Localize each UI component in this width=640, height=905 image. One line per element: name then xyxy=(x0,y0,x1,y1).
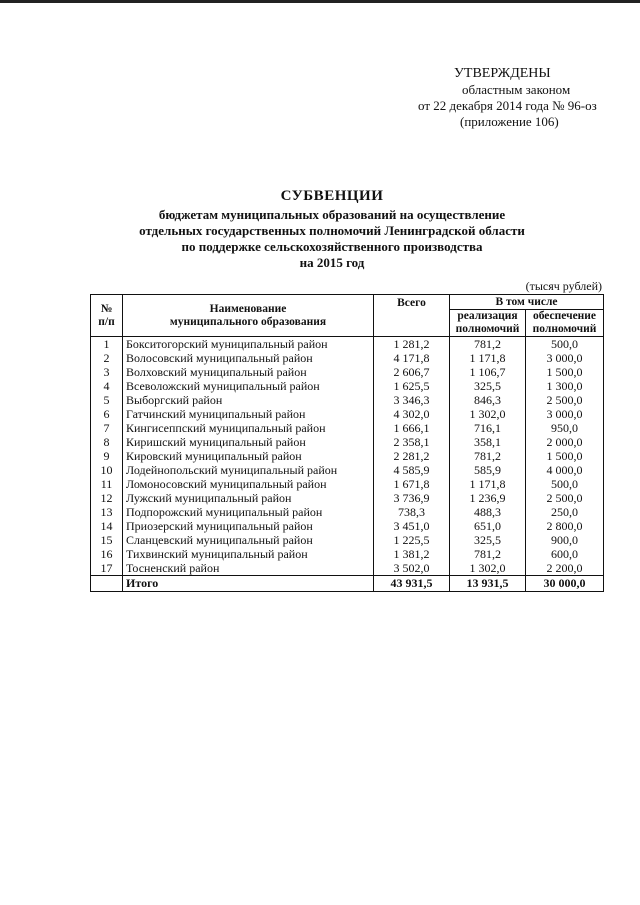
table-total-row xyxy=(91,576,604,592)
header-including xyxy=(450,295,604,310)
table-row xyxy=(91,561,604,576)
table-row xyxy=(91,491,604,505)
header-col-a-line2: полномочий xyxy=(455,323,520,335)
row-col-a: 358,1 xyxy=(450,435,526,449)
row-col-a: 781,2 xyxy=(450,337,526,352)
row-num: 16 xyxy=(91,547,123,561)
row-num: 17 xyxy=(91,561,123,576)
title-line-2: отдельных государственных полномочий Ленинградской области xyxy=(139,223,525,238)
row-total: 1 671,8 xyxy=(374,477,450,491)
table-row xyxy=(91,407,604,421)
row-col-a: 325,5 xyxy=(450,379,526,393)
row-total: 2 281,2 xyxy=(374,449,450,463)
row-total: 1 625,5 xyxy=(374,379,450,393)
row-total: 3 502,0 xyxy=(374,561,450,576)
row-num: 1 xyxy=(91,337,123,352)
row-name: Приозерский муниципальный район xyxy=(123,519,374,533)
row-col-b: 950,0 xyxy=(526,421,604,435)
total-num-cell xyxy=(91,576,123,592)
row-col-a: 488,3 xyxy=(450,505,526,519)
table-row xyxy=(91,449,604,463)
row-name: Бокситогорский муниципальный район xyxy=(123,337,374,352)
row-num: 4 xyxy=(91,379,123,393)
row-total: 1 666,1 xyxy=(374,421,450,435)
header-num xyxy=(91,295,123,337)
approval-law-type: областным законом xyxy=(462,82,571,97)
row-total: 1 381,2 xyxy=(374,547,450,561)
row-name: Гатчинский муниципальный район xyxy=(123,407,374,421)
title-line-1: бюджетам муниципальных образований на осуществление xyxy=(158,207,506,222)
total-col-b: 30 000,0 xyxy=(526,576,604,592)
row-total: 4 585,9 xyxy=(374,463,450,477)
row-name: Кингисеппский муниципальный район xyxy=(123,421,374,435)
row-name: Тихвинский муниципальный район xyxy=(123,547,374,561)
table-row xyxy=(91,421,604,435)
row-name: Лужский муниципальный район xyxy=(123,491,374,505)
row-num: 7 xyxy=(91,421,123,435)
row-col-b: 500,0 xyxy=(526,477,604,491)
row-num: 13 xyxy=(91,505,123,519)
row-num: 12 xyxy=(91,491,123,505)
row-col-b: 1 500,0 xyxy=(526,449,604,463)
row-col-b: 1 300,0 xyxy=(526,379,604,393)
approval-law-date: от 22 декабря 2014 года № 96-оз xyxy=(418,98,597,113)
row-col-b: 2 200,0 xyxy=(526,561,604,576)
row-num: 6 xyxy=(91,407,123,421)
row-col-a: 1 302,0 xyxy=(450,561,526,576)
row-num: 3 xyxy=(91,365,123,379)
table-row xyxy=(91,519,604,533)
row-total: 3 736,9 xyxy=(374,491,450,505)
row-name: Тосненский район xyxy=(123,561,374,576)
row-total: 2 358,1 xyxy=(374,435,450,449)
table-row xyxy=(91,379,604,393)
table-row xyxy=(91,435,604,449)
header-num-line1: № xyxy=(100,302,113,315)
row-col-b: 2 500,0 xyxy=(526,393,604,407)
row-col-a: 585,9 xyxy=(450,463,526,477)
row-num: 15 xyxy=(91,533,123,547)
approval-appendix: (приложение 106) xyxy=(460,114,559,129)
row-name: Киришский муниципальный район xyxy=(123,435,374,449)
title-main: СУБВЕНЦИИ xyxy=(280,188,384,204)
document-title xyxy=(40,188,624,271)
row-col-a: 1 106,7 xyxy=(450,365,526,379)
row-num: 5 xyxy=(91,393,123,407)
table-row xyxy=(91,351,604,365)
row-name: Ломоносовский муниципальный район xyxy=(123,477,374,491)
row-col-b: 900,0 xyxy=(526,533,604,547)
header-col-a-line1: реализация xyxy=(457,310,518,322)
row-col-b: 3 000,0 xyxy=(526,351,604,365)
row-name: Волховский муниципальный район xyxy=(123,365,374,379)
table-row xyxy=(91,463,604,477)
header-col-b-line1: обеспечение xyxy=(532,310,597,322)
title-line-4: на 2015 год xyxy=(299,255,365,270)
row-col-b: 2 800,0 xyxy=(526,519,604,533)
row-col-b: 1 500,0 xyxy=(526,365,604,379)
row-col-b: 250,0 xyxy=(526,505,604,519)
row-total: 1 225,5 xyxy=(374,533,450,547)
row-name: Выборгский район xyxy=(123,393,374,407)
approval-heading: УТВЕРЖДЕНЫ xyxy=(454,66,551,81)
row-total: 3 451,0 xyxy=(374,519,450,533)
header-name-line2: муниципального образования xyxy=(169,315,327,328)
row-col-a: 1 236,9 xyxy=(450,491,526,505)
row-col-b: 2 000,0 xyxy=(526,435,604,449)
row-col-b: 500,0 xyxy=(526,337,604,352)
header-col-b xyxy=(526,310,604,337)
row-num: 8 xyxy=(91,435,123,449)
row-col-b: 2 500,0 xyxy=(526,491,604,505)
row-name: Волосовский муниципальный район xyxy=(123,351,374,365)
row-col-a: 1 171,8 xyxy=(450,477,526,491)
header-name xyxy=(123,295,374,337)
units-note: (тысяч рублей) xyxy=(525,279,602,293)
row-col-a: 651,0 xyxy=(450,519,526,533)
table-row xyxy=(91,477,604,491)
row-total: 1 281,2 xyxy=(374,337,450,352)
row-col-b: 600,0 xyxy=(526,547,604,561)
header-including-label: В том числе xyxy=(495,295,558,308)
row-total: 738,3 xyxy=(374,505,450,519)
row-name: Кировский муниципальный район xyxy=(123,449,374,463)
row-col-a: 325,5 xyxy=(450,533,526,547)
total-sum: 43 931,5 xyxy=(374,576,450,592)
row-num: 11 xyxy=(91,477,123,491)
row-total: 4 302,0 xyxy=(374,407,450,421)
table-row xyxy=(91,365,604,379)
total-col-a: 13 931,5 xyxy=(450,576,526,592)
row-col-a: 781,2 xyxy=(450,449,526,463)
table-row xyxy=(91,393,604,407)
table-row xyxy=(91,337,604,352)
row-total: 3 346,3 xyxy=(374,393,450,407)
row-col-a: 781,2 xyxy=(450,547,526,561)
row-name: Сланцевский муниципальный район xyxy=(123,533,374,547)
header-col-a xyxy=(450,310,526,337)
row-col-b: 3 000,0 xyxy=(526,407,604,421)
row-total: 4 171,8 xyxy=(374,351,450,365)
table-row xyxy=(91,547,604,561)
scan-top-border xyxy=(0,0,640,3)
approval-stamp xyxy=(418,66,618,130)
row-num: 9 xyxy=(91,449,123,463)
row-col-a: 1 171,8 xyxy=(450,351,526,365)
title-line-3: по поддержке сельскохозяйственного производства xyxy=(181,239,483,254)
header-name-line1: Наименование xyxy=(209,302,287,315)
header-num-line2: п/п xyxy=(98,315,115,328)
row-col-a: 846,3 xyxy=(450,393,526,407)
row-name: Лодейнопольский муниципальный район xyxy=(123,463,374,477)
row-col-a: 716,1 xyxy=(450,421,526,435)
header-total xyxy=(374,295,450,337)
table-row xyxy=(91,505,604,519)
row-total: 2 606,7 xyxy=(374,365,450,379)
row-name: Подпорожский муниципальный район xyxy=(123,505,374,519)
header-total-label: Всего xyxy=(397,297,426,309)
subventions-table xyxy=(90,294,604,592)
table-row xyxy=(91,533,604,547)
total-label: Итого xyxy=(123,576,374,592)
row-name: Всеволожский муниципальный район xyxy=(123,379,374,393)
row-col-a: 1 302,0 xyxy=(450,407,526,421)
row-num: 14 xyxy=(91,519,123,533)
header-col-b-line2: полномочий xyxy=(532,323,597,335)
row-num: 10 xyxy=(91,463,123,477)
row-col-b: 4 000,0 xyxy=(526,463,604,477)
row-num: 2 xyxy=(91,351,123,365)
